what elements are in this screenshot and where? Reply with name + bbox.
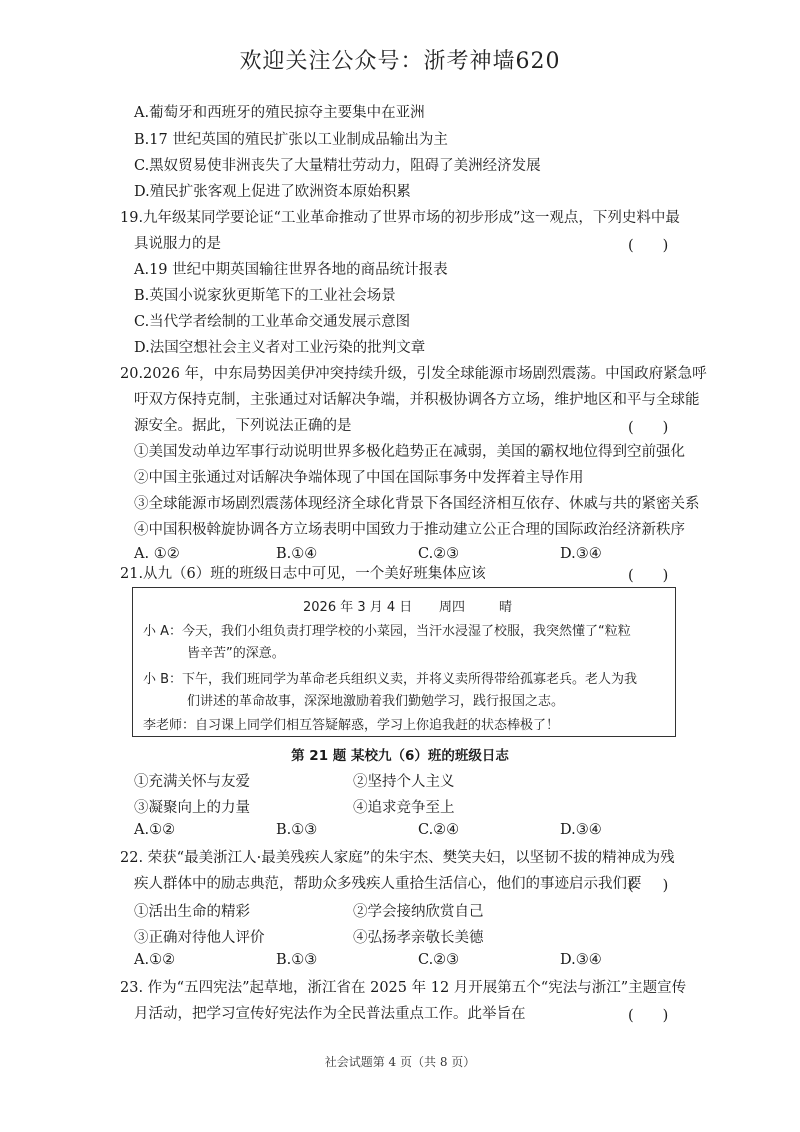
diary-weather: 晴 [499, 600, 513, 615]
q19-answer-blank: ( ) [628, 238, 669, 254]
q21-option-a: A.①② [134, 822, 176, 838]
q20-stem-line2: 吁双方保持克制，主张通过对话解决争端，并积极协调各方立场，维护地区和平与全球能 [134, 392, 700, 408]
q18-option-c: C.黑奴贸易使非洲丧失了大量精壮劳动力，阻碍了美洲经济发展 [134, 158, 541, 174]
q22-stem-line1: 22. 荣获“最美浙江人·最美残疾人家庭”的朱宇杰、樊笑夫妇，以坚韧不拔的精神成为残 [120, 850, 675, 866]
q21-stem: 21.从九（6）班的班级日志中可见，一个美好班集体应该 [120, 566, 486, 582]
q20-statement-3: ③全球能源市场剧烈震荡体现经济全球化背景下各国经济相互依存、休戚与共的紧密关系 [134, 496, 700, 512]
q19-option-b: B.英国小说家狄更斯笔下的工业社会场景 [134, 288, 396, 304]
diary-entry-a-line2: 皆辛苦”的深意。 [187, 646, 285, 661]
q20-answer-blank: ( ) [628, 420, 669, 436]
q22-answer-blank: ( ) [628, 878, 669, 894]
q20-statement-1: ①美国发动单边军事行动说明世界多极化趋势正在减弱，美国的霸权地位得到空前强化 [134, 444, 685, 460]
q21-option-b: B.①③ [276, 822, 318, 838]
q22-stem-line2: 疾人群体中的励志典范，帮助众多残疾人重拾生活信心，他们的事迹启示我们要 [134, 876, 642, 892]
q20-stem-line3: 源安全。据此，下列说法正确的是 [134, 418, 352, 434]
q20-option-b: B.①④ [276, 546, 318, 562]
q19-option-d: D.法国空想社会主义者对工业污染的批判文章 [134, 340, 426, 356]
q20-statement-4: ④中国积极斡旋协调各方立场表明中国致力于推动建立公正合理的国际政治经济新秩序 [134, 522, 685, 538]
q20-option-d: D.③④ [560, 546, 602, 562]
q21-statement-3: ③凝聚向上的力量 [134, 800, 250, 816]
figure-caption: 第 21 题 某校九（6）班的班级日志 [291, 748, 509, 764]
q22-statement-2: ②学会接纳欣赏自己 [353, 904, 484, 920]
q19-option-c: C.当代学者绘制的工业革命交通发展示意图 [134, 314, 411, 330]
q19-stem-line1: 19.九年级某同学要论证“工业革命推动了世界市场的初步形成”这一观点，下列史料中最 [120, 210, 680, 226]
q18-option-d: D.殖民扩张客观上促进了欧洲资本原始积累 [134, 184, 411, 200]
q21-statement-2: ②坚持个人主义 [353, 774, 455, 790]
q22-statement-4: ④弘扬孝亲敬长美德 [353, 930, 484, 946]
q23-stem-line2: 月活动，把学习宣传好宪法作为全民普法重点工作。此举旨在 [134, 1006, 526, 1022]
q20-statement-2: ②中国主张通过对话解决争端体现了中国在国际事务中发挥着主导作用 [134, 470, 584, 486]
q22-statement-1: ①活出生命的精彩 [134, 904, 250, 920]
diary-weekday: 周四 [439, 600, 466, 615]
q20-option-a: A. ①② [134, 546, 180, 562]
class-diary-box [132, 587, 676, 737]
q22-option-d: D.③④ [560, 952, 602, 968]
diary-date: 2026 年 3 月 4 日 [303, 600, 413, 615]
diary-entry-b-line2: 们讲述的革命故事，深深地激励着我们勤勉学习，践行报国之志。 [187, 694, 565, 709]
q23-stem-line1: 23. 作为“五四宪法”起草地，浙江省在 2025 年 12 月开展第五个“宪法与浙江”主题宣传 [120, 980, 687, 996]
page-header: 欢迎关注公众号：浙考神墙620 [239, 49, 561, 74]
q19-stem-line2: 具说服力的是 [134, 236, 221, 252]
q20-option-c: C.②③ [418, 546, 460, 562]
q21-statement-4: ④追求竞争至上 [353, 800, 455, 816]
q19-option-a: A.19 世纪中期英国输往世界各地的商品统计报表 [134, 262, 448, 278]
q18-option-a: A.葡萄牙和西班牙的殖民掠夺主要集中在亚洲 [134, 105, 425, 121]
q20-stem-line1: 20.2026 年，中东局势因美伊冲突持续升级，引发全球能源市场剧烈震荡。中国政府紧急呼 [120, 366, 707, 382]
q23-answer-blank: ( ) [628, 1008, 669, 1024]
q22-option-b: B.①③ [276, 952, 318, 968]
diary-entry-b-line1: 小 B：下午，我们班同学为革命老兵组织义卖，并将义卖所得带给孤寡老兵。老人为我 [143, 672, 638, 687]
page-footer: 社会试题第 4 页（共 8 页） [324, 1055, 476, 1069]
diary-entry-teacher: 李老师：自习课上同学们相互答疑解惑，学习上你追我赶的状态棒极了！ [143, 718, 560, 733]
q22-option-c: C.②③ [418, 952, 460, 968]
q21-statement-1: ①充满关怀与友爱 [134, 774, 250, 790]
q18-option-b: B.17 世纪英国的殖民扩张以工业制成品输出为主 [134, 132, 448, 148]
q22-statement-3: ③正确对待他人评价 [134, 930, 265, 946]
q21-option-d: D.③④ [560, 822, 602, 838]
diary-entry-a-line1: 小 A：今天，我们小组负责打理学校的小菜园，当汗水浸湿了校服，我突然懂了“粒粒 [143, 624, 631, 639]
q21-option-c: C.②④ [418, 822, 460, 838]
q21-answer-blank: ( ) [628, 568, 669, 584]
q22-option-a: A.①② [134, 952, 176, 968]
